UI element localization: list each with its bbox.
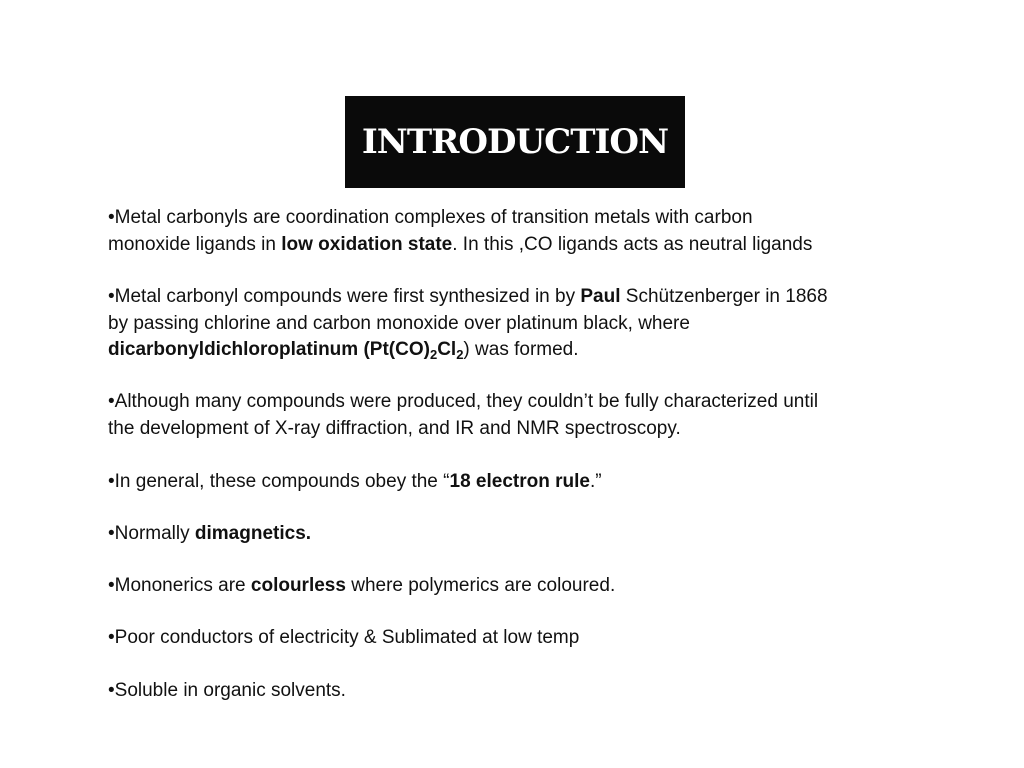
page-title: INTRODUCTION	[361, 122, 669, 162]
bullet-marker: •	[108, 471, 115, 492]
bullet-marker: •	[108, 575, 115, 596]
bullet-emphasis: low oxidation state	[281, 233, 453, 255]
bullet-text: Schützenberger in 1868	[620, 286, 828, 307]
bullet-text: by passing chlorine and carbon monoxide over platinum black, where	[108, 312, 690, 334]
bullet-marker: •	[108, 680, 115, 701]
bullet-item-5	[108, 521, 311, 548]
bullet-emphasis: colourless	[250, 575, 346, 596]
bullet-text: ) was formed.	[463, 339, 579, 360]
bullet-emphasis	[108, 339, 463, 360]
formula-part: Cl	[437, 339, 457, 360]
bullet-item-3	[108, 389, 818, 442]
bullet-item-4	[108, 469, 602, 496]
formula-subscript: 2	[456, 347, 464, 362]
bullet-text: monoxide ligands in	[108, 233, 282, 255]
bullet-text: Soluble in organic solvents.	[114, 680, 346, 701]
bullet-marker: •	[108, 627, 115, 648]
bullet-text: Poor conductors of electricity & Sublimated at low temp	[114, 627, 580, 648]
bullet-emphasis: Paul	[580, 286, 621, 307]
bullet-text: Mononerics are	[114, 575, 251, 596]
bullet-marker: •	[108, 391, 115, 412]
bullet-text: Normally	[114, 523, 195, 544]
bullet-emphasis: 18 electron rule	[449, 471, 590, 492]
bullet-text: .”	[589, 471, 602, 492]
bullet-text: Metal carbonyl compounds were first synthesized in by	[114, 286, 581, 307]
formula-subscript: 2	[429, 347, 438, 362]
title-banner	[345, 96, 685, 188]
bullet-text: Although many compounds were produced, they couldn’t be fully characterized until	[114, 391, 819, 412]
bullet-text: Metal carbonyls are coordination complexes of transition metals with carbon	[114, 207, 753, 228]
bullet-item-6	[108, 573, 615, 600]
bullet-item-1	[108, 205, 812, 258]
bullet-marker: •	[108, 286, 115, 307]
bullet-text: In general, these compounds obey the “	[114, 471, 450, 492]
bullet-emphasis: dimagnetics.	[194, 523, 312, 544]
bullet-marker: •	[108, 207, 115, 228]
bullet-item-8	[108, 678, 346, 705]
bullet-item-7	[108, 625, 579, 652]
bullet-item-2	[108, 284, 828, 364]
bullet-text: where polymerics are coloured.	[345, 575, 616, 596]
bullet-text: . In this ,CO ligands acts as neutral ligands	[452, 233, 813, 255]
bullet-text: the development of X-ray diffraction, and IR and NMR spectroscopy.	[108, 417, 681, 439]
bullet-marker: •	[108, 523, 115, 544]
formula-part: dicarbonyldichloroplatinum (Pt(CO)	[108, 339, 430, 360]
